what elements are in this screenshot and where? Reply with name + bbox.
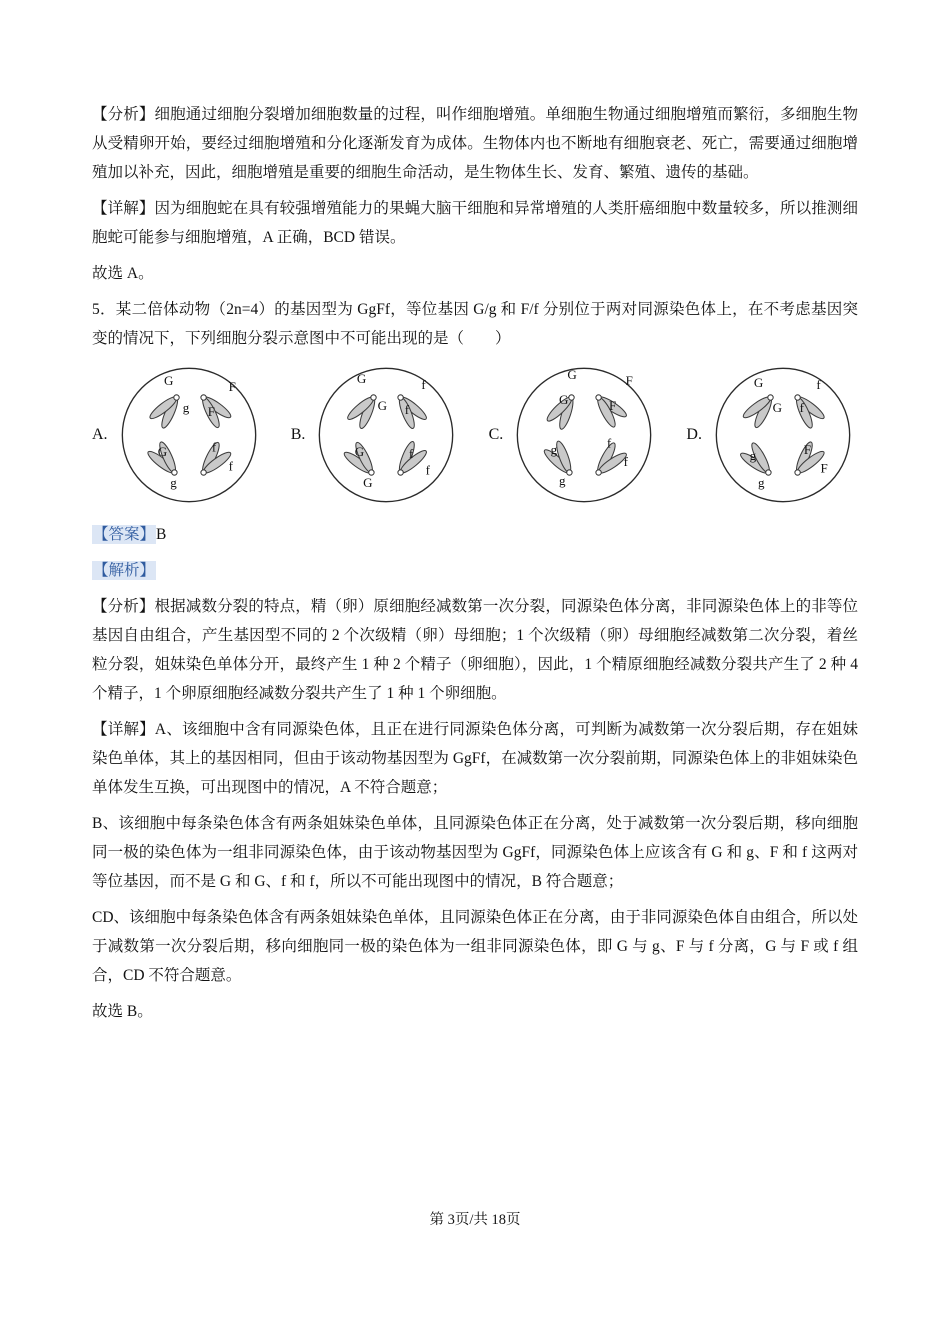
svg-text:G: G: [567, 366, 577, 382]
cell-diagram-c: [509, 360, 659, 510]
svg-text:g: g: [169, 475, 177, 491]
svg-text:g: g: [757, 475, 765, 491]
svg-text:F: F: [820, 460, 828, 476]
svg-text:F: F: [228, 379, 236, 395]
svg-text:G: G: [157, 443, 167, 459]
option-b-label: B.: [290, 426, 306, 443]
svg-text:G: G: [355, 443, 365, 459]
svg-text:G: G: [363, 475, 373, 491]
option-c-label: C.: [488, 426, 504, 443]
svg-text:f: f: [623, 454, 629, 470]
q5-detail-a-paragraph: 【详解】A、该细胞中含有同源染色体，且正在进行同源染色体分离，可判断为减数第一次分裂后期，存在姐妹染色单体，其上的基因相同，但由于该动物基因型为 GgFf，在减数第一次分裂前期，同源染色体上的非姐妹染色单体发生互换，可出现图中的情况，A 不符合题意；: [92, 721, 858, 796]
svg-text:F: F: [609, 398, 617, 413]
svg-text:f: f: [405, 402, 410, 418]
answer-tag: 【答案】: [93, 526, 156, 543]
meiosis-cell-svg: [311, 360, 461, 510]
svg-text:f: f: [425, 462, 431, 478]
svg-text:G: G: [559, 391, 569, 407]
svg-text:f: f: [409, 445, 414, 461]
svg-text:G: G: [378, 398, 388, 413]
option-a: [92, 360, 264, 510]
option-c: [489, 360, 660, 510]
cell-diagram-b: [311, 360, 461, 510]
q5-conclusion: 故选 B。: [92, 1003, 153, 1020]
cell-diagram-a: [114, 360, 264, 510]
answer-value: B: [156, 526, 167, 543]
q5-detail-b-paragraph: B、该细胞中每条染色体含有两条姐妹染色单体，且同源染色体正在分离，处于减数第一次分裂后期，移向细胞同一极的染色体为一组非同源染色体，由于该动物基因型为 GgFf，同源染色体上应该含有 G 和 g、F 和 f 这两对等位基因，而不是 G 和 G、f 和 f，所以不可能出现图中的情况，B 符合题意；: [92, 815, 858, 890]
svg-text:G: G: [357, 370, 367, 386]
svg-text:f: f: [607, 435, 612, 451]
svg-text:g: g: [550, 441, 558, 457]
meiosis-cell-svg: [114, 360, 264, 510]
q5-detail-cd-paragraph: CD、该细胞中每条染色体含有两条姐妹染色单体，且同源染色体正在分离，由于非同源染色体自由组合，所以处于减数第一次分裂后期，移向细胞同一极的染色体为一组非同源染色体，即 G 与 g、F 与 f 分离，G 与 F 或 f 组合，CD 不符合题意。: [92, 909, 858, 984]
svg-text:f: f: [816, 377, 821, 393]
q5-analysis-paragraph: 【分析】根据减数分裂的特点，精（卵）原细胞经减数第一次分裂，同源染色体分离，非同源染色体上的非等位基因自由组合，产生基因型不同的 2 个次级精（卵）母细胞；1 个次级精（卵）母细胞经减数第二次分裂，着丝粒分裂，姐妹染色单体分开，最终产生 1 种 2 个精子（卵细胞），因此，1 个精原细胞经减数分裂共产生了 2 种 4 个精子，1 个卵原细胞经减数分裂共产生了 1 种 1 个卵细胞。: [92, 598, 858, 702]
explain-tag: 【解析】: [93, 562, 156, 579]
option-a-label: A.: [92, 426, 108, 443]
svg-text:G: G: [163, 373, 173, 388]
meiosis-cell-svg: [708, 360, 858, 510]
option-d-label: D.: [686, 426, 702, 443]
svg-text:G: G: [772, 400, 782, 416]
option-d: [686, 360, 858, 510]
q4-analysis-paragraph: 【分析】细胞通过细胞分裂增加细胞数量的过程，叫作细胞增殖。单细胞生物通过细胞增殖而繁衍，多细胞生物从受精卵开始，要经过细胞增殖和分化逐渐发育为成体。生物体内也不断地有细胞衰老、死亡，需要通过细胞增殖加以补充，因此，细胞增殖是重要的细胞生命活动，是生物体生长、发育、繁殖、遗传的基础。: [92, 106, 858, 181]
explain-line: [92, 556, 858, 585]
svg-text:F: F: [625, 373, 634, 388]
q4-conclusion: 故选 A。: [92, 265, 154, 282]
q4-detail-paragraph: 【详解】因为细胞蛇在具有较强增殖能力的果蝇大脑干细胞和异常增殖的人类肝癌细胞中数量较多，所以推测细胞蛇可能参与细胞增殖，A 正确，BCD 错误。: [92, 200, 858, 246]
svg-text:g: g: [749, 448, 757, 463]
cell-diagram-d: [708, 360, 858, 510]
svg-text:f: f: [228, 458, 233, 474]
svg-text:g: g: [559, 473, 566, 488]
page-footer: 第 3页/共 18页: [429, 1212, 521, 1228]
question5-options-row: [92, 360, 858, 510]
meiosis-cell-svg: [509, 360, 659, 510]
svg-text:F: F: [207, 404, 215, 420]
svg-text:F: F: [803, 441, 812, 457]
answer-line: [92, 520, 858, 549]
svg-text:g: g: [182, 400, 189, 416]
option-b: [291, 360, 462, 510]
question5-stem: 5．某二倍体动物（2n=4）的基因型为 GgFf，等位基因 G/g 和 F/f 分别位于两对同源染色体上，在不考虑基因突变的情况下，下列细胞分裂示意图中不可能出现的是（ ）: [92, 301, 858, 347]
svg-text:G: G: [753, 375, 764, 391]
svg-text:f: f: [421, 377, 427, 393]
svg-text:f: f: [799, 400, 804, 416]
svg-text:f: f: [211, 439, 216, 455]
